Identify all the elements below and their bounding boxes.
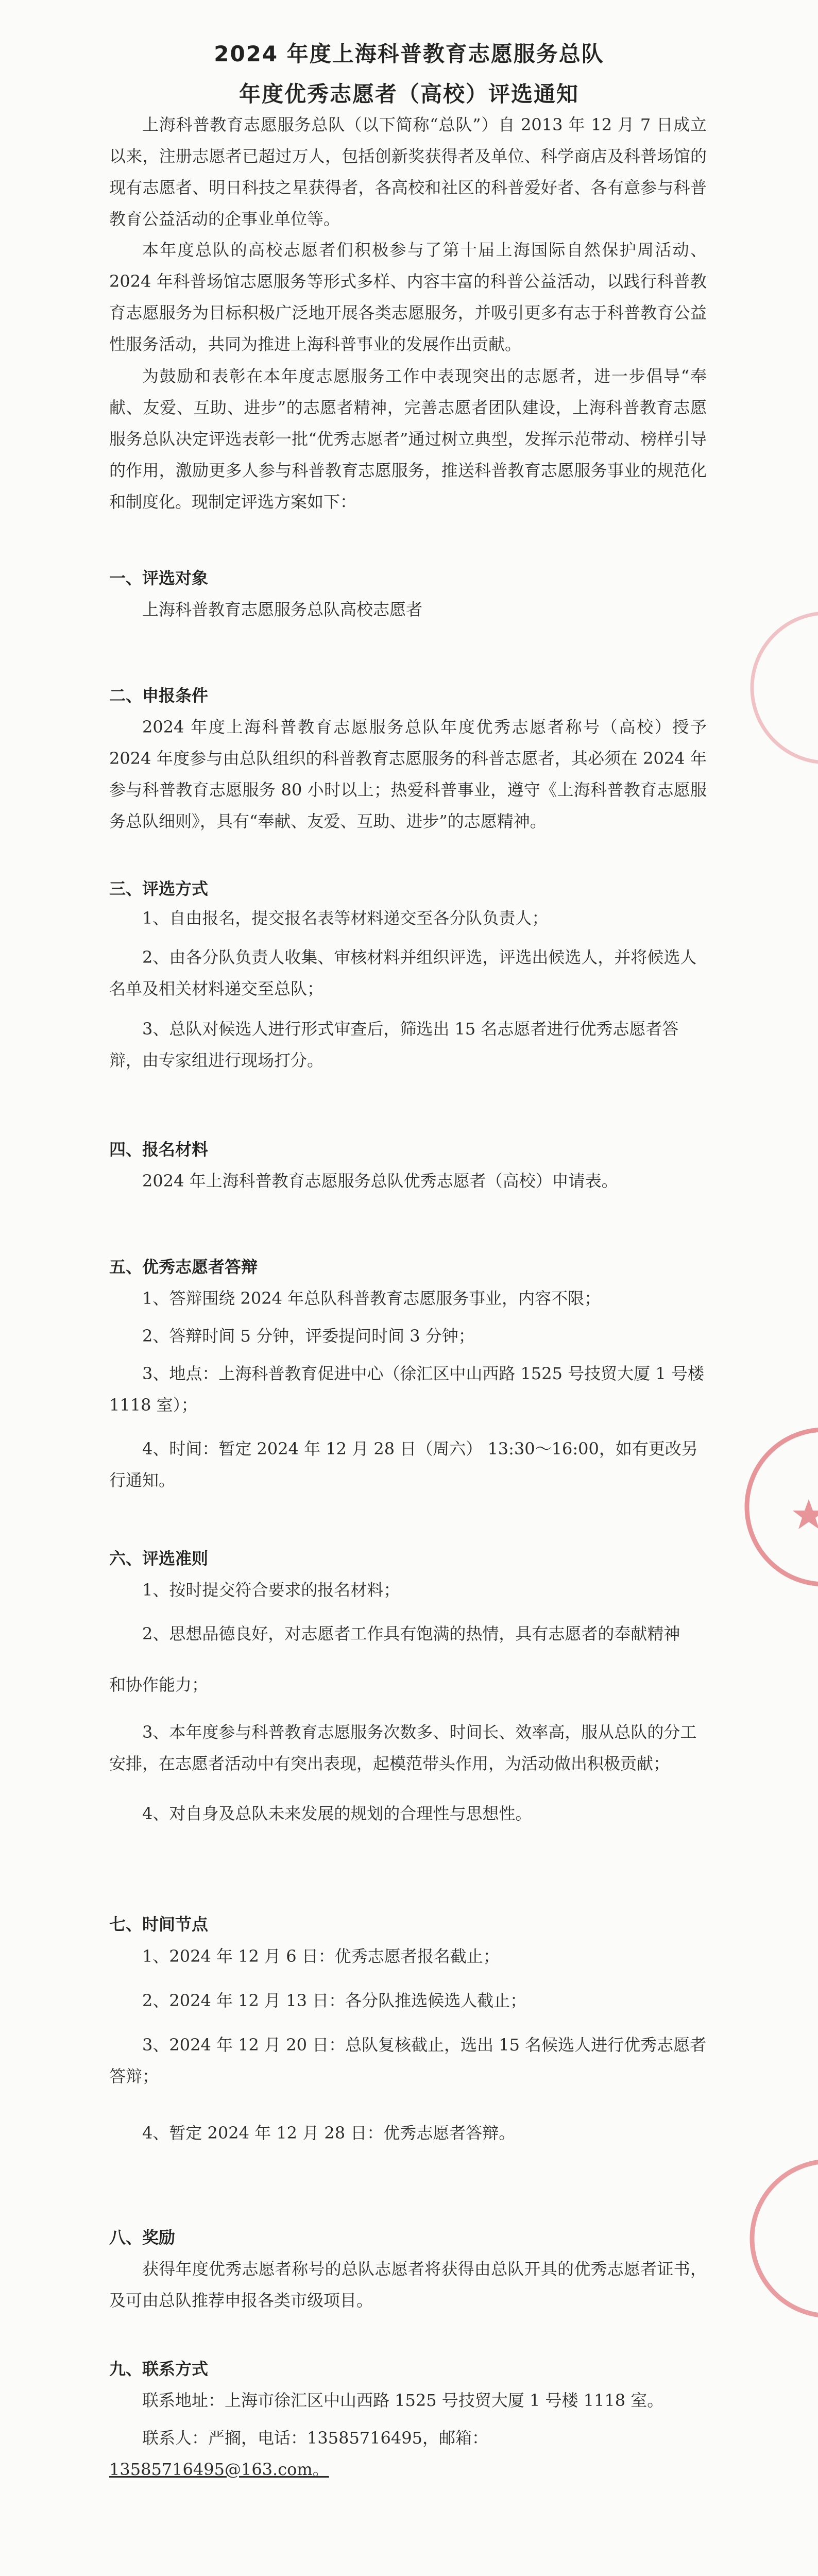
section-heading-6: 六、评选准则 xyxy=(109,1549,209,1568)
contact-email-link[interactable]: 13585716495@163.com。 xyxy=(109,2460,329,2479)
seal-stamp-middle-right xyxy=(721,1422,818,1592)
intro-paragraph-3: 为鼓励和表彰在本年度志愿服务工作中表现突出的志愿者，进一步倡导“奉献、友爱、互助、进步”的志愿者精神，完善志愿者团队建设，上海科普教育志愿服务总队决定评选表彰一批“优秀志愿者”通过树立典型，发挥示范带动、榜样引导的作用，激励更多人参与科普教育志愿服务，推送科普教育志愿服务事业的规范化和制度化。现制定评选方案如下： xyxy=(109,366,707,512)
section-6-line-2-cont: 和协作能力； xyxy=(109,1675,209,1694)
section-heading-9: 九、联系方式 xyxy=(109,2359,209,2379)
section-5-line-1: 1、答辩围绕 2024 年总队科普教育志愿服务事业，内容不限； xyxy=(142,1289,601,1308)
section-heading-4: 四、报名材料 xyxy=(109,1140,209,1159)
section-5-line-2: 2、答辩时间 5 分钟，评委提问时间 3 分钟； xyxy=(142,1326,475,1346)
section-4-line-1: 2024 年上海科普教育志愿服务总队优秀志愿者（高校）申请表。 xyxy=(142,1171,618,1191)
section-8-text: 获得年度优秀志愿者称号的总队志愿者将获得由总队开具的优秀志愿者证书，及可由总队推荐申报各类市级项目。 xyxy=(109,2259,707,2310)
section-7-line-2: 2、2024 年 12 月 13 日：各分队推选候选人截止； xyxy=(142,1991,527,2010)
section-5-line-4: 4、时间：暂定 2024 年 12 月 28 日（周六） 13:30～16:00，如有更改另行通知。 xyxy=(109,1439,698,1490)
section-heading-3: 三、评选方式 xyxy=(109,879,209,899)
section-6-line-2: 2、思想品德良好，对志愿者工作具有饱满的热情，具有志愿者的奉献精神 xyxy=(142,1624,680,1643)
document-title-line-2: 年度优秀志愿者（高校）评选通知 xyxy=(238,81,579,107)
section-heading-5: 五、优秀志愿者答辩 xyxy=(109,1257,258,1277)
intro-paragraph-2: 本年度总队的高校志愿者们积极参与了第十届上海国际自然保护周活动、2024 年科普场馆志愿服务等形式多样、内容丰富的科普公益活动，以践行科普教育志愿服务为目标积极广泛地开展各类志愿服务，并吸引更多有志于科普教育公益性服务活动，共同为推进上海科普事业的发展作出贡献。 xyxy=(109,240,707,354)
section-2-text: 2024 年度上海科普教育志愿服务总队年度优秀志愿者称号（高校）授予 2024 年度参与由总队组织的科普教育志愿服务的科普志愿者，其必须在 2024 年参与科普教育志愿服务 80 小时以上；热爱科普事业，遵守《上海科普教育志愿服务总队细则》，具有“奉献、友爱、互助、进步”的志愿精神。 xyxy=(109,717,707,831)
section-3-line-3: 3、总队对候选人进行形式审查后，筛选出 15 名志愿者进行优秀志愿者答辩，由专家组进行现场打分。 xyxy=(109,1019,679,1070)
section-1-line-1: 上海科普教育志愿服务总队高校志愿者 xyxy=(142,600,423,619)
section-6-line-4: 4、对自身及总队未来发展的规划的合理性与思想性。 xyxy=(142,1804,532,1823)
section-7-line-4: 4、暂定 2024 年 12 月 28 日：优秀志愿者答辩。 xyxy=(142,2123,516,2143)
seal-stamp-top-right xyxy=(742,608,818,768)
contact-person xyxy=(109,2422,707,2485)
section-heading-8: 八、奖励 xyxy=(109,2228,176,2247)
section-heading-7: 七、时间节点 xyxy=(109,1914,209,1934)
section-7-line-3: 3、2024 年 12 月 20 日：总队复核截止，选出 15 名候选人进行优秀志愿者答辩； xyxy=(109,2035,707,2086)
seal-stamp-lower-right xyxy=(731,2154,818,2324)
section-heading-1: 一、评选对象 xyxy=(109,568,209,588)
section-5-line-3: 3、地点：上海科普教育促进中心（徐汇区中山西路 1525 号技贸大厦 1 号楼 1118 室）； xyxy=(109,1364,704,1415)
contact-person-label: 联系人：严搁，电话：13585716495，邮箱： xyxy=(142,2428,488,2448)
section-6-line-3: 3、本年度参与科普教育志愿服务次数多、时间长、效率高，服从总队的分工安排，在志愿者活动中有突出表现，起模范带头作用，为活动做出积极贡献； xyxy=(109,1722,697,1773)
section-3-line-2: 2、由各分队负责人收集、审核材料并组织评选，评选出候选人，并将候选人名单及相关材料递交至总队； xyxy=(109,947,697,998)
document-title-line-1: 2024 年度上海科普教育志愿服务总队 xyxy=(214,41,604,66)
contact-address: 联系地址：上海市徐汇区中山西路 1525 号技贸大厦 1 号楼 1118 室。 xyxy=(142,2391,664,2410)
section-6-line-1: 1、按时提交符合要求的报名材料； xyxy=(142,1580,400,1600)
intro-paragraph-1: 上海科普教育志愿服务总队（以下简称“总队”）自 2013 年 12 月 7 日成立以来，注册志愿者已超过万人，包括创新奖获得者及单位、科学商店及科普场馆的现有志愿者、明日科技之星获得者，各高校和社区的科普爱好者、各有意参与科普教育公益活动的企事业单位等。 xyxy=(109,115,707,229)
section-3-line-1: 1、自由报名，提交报名表等材料递交至各分队负责人； xyxy=(142,908,549,928)
section-heading-2: 二、申报条件 xyxy=(109,686,209,705)
section-7-line-1: 1、2024 年 12 月 6 日：优秀志愿者报名截止； xyxy=(142,1946,500,1966)
